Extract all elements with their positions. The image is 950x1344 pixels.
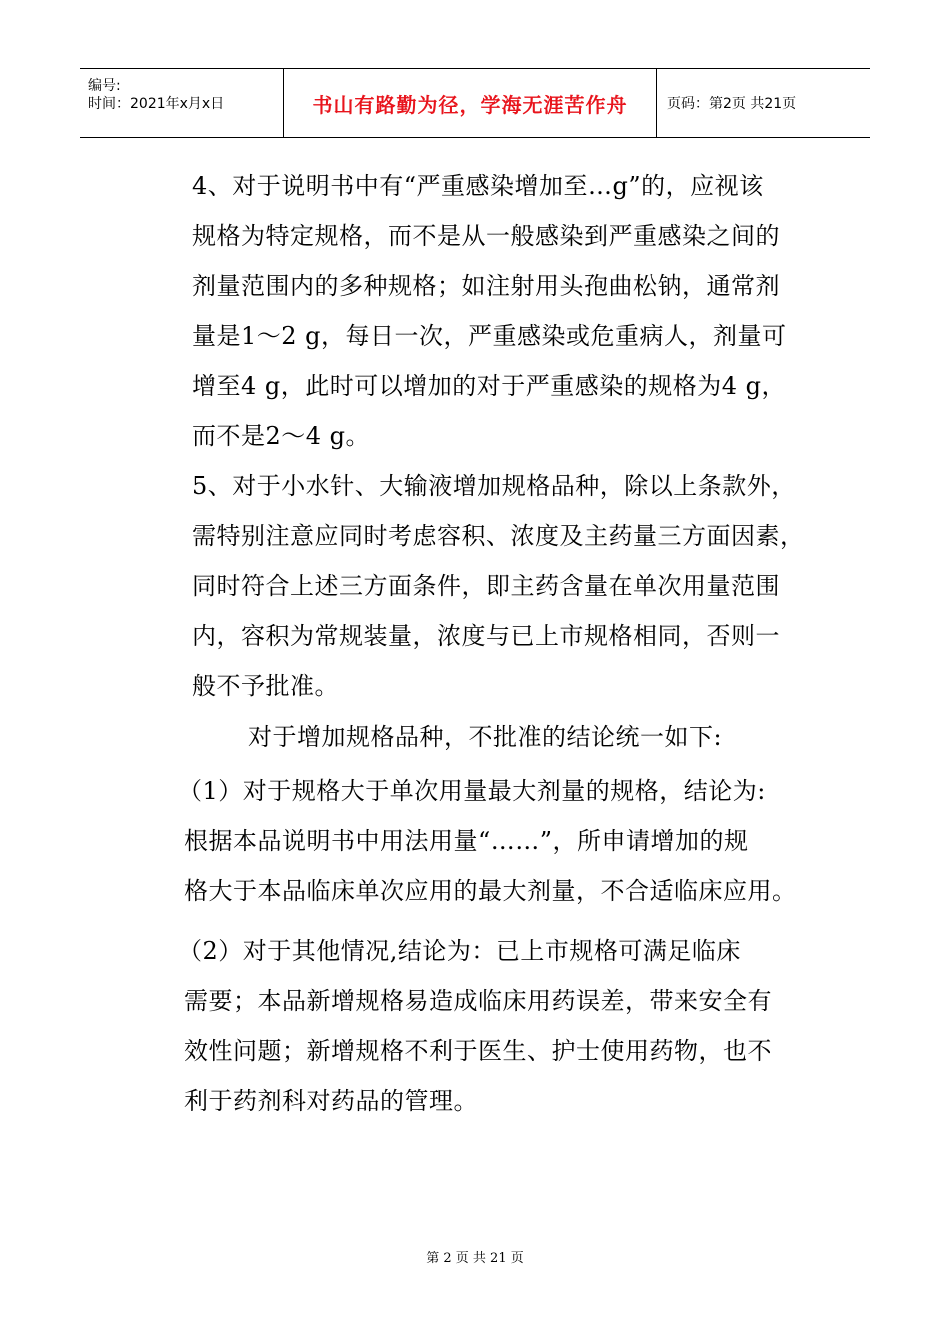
body-line: 根据本品说明书中用法用量“……”，所申请增加的规	[184, 827, 749, 855]
body-line: 对于增加规格品种，不批准的结论统一如下:	[248, 723, 723, 751]
body-line: 5、对于小水针、大输液增加规格品种，除以上条款外，	[192, 472, 796, 500]
body-line: 需特别注意应同时考虑容积、浓度及主药量三方面因素，	[192, 522, 805, 550]
body-line: 而不是2～4 g。	[192, 422, 371, 450]
body-line: 同时符合上述三方面条件，即主药含量在单次用量范围	[192, 572, 780, 600]
header-meta	[80, 69, 284, 137]
page-header	[80, 68, 870, 138]
body-line: （2）对于其他情况,结论为：已上市规格可满足临床	[178, 937, 741, 965]
body-line: 利于药剂科对药品的管理。	[184, 1087, 478, 1115]
header-motto-cell	[284, 69, 657, 137]
body-line: 4、对于说明书中有“严重感染增加至…g”的，应视该	[192, 172, 764, 200]
page-footer: 第 2 页 共 21 页	[426, 1251, 524, 1266]
body-line: 格大于本品临床单次应用的最大剂量，不合适临床应用。	[184, 877, 797, 905]
body-line: 增至4 g，此时可以增加的对于严重感染的规格为4 g，	[192, 372, 787, 400]
body-line: 量是1～2 g，每日一次，严重感染或危重病人，剂量可	[192, 322, 787, 350]
body-line: 规格为特定规格，而不是从一般感染到严重感染之间的	[192, 222, 780, 250]
header-motto: 书山有路勤为径，学海无涯苦作舟	[312, 92, 628, 117]
header-page-cell	[657, 69, 870, 137]
body-line: 效性问题；新增规格不利于医生、护士使用药物，也不	[184, 1037, 772, 1065]
body-line: 般不予批准。	[192, 672, 339, 700]
header-time-label: 时间：2021年x月x日	[88, 96, 225, 112]
body-line: （1）对于规格大于单次用量最大剂量的规格，结论为:	[178, 777, 766, 805]
body-line: 需要；本品新增规格易造成临床用药误差，带来安全有	[184, 987, 772, 1015]
header-number-label: 编号:	[88, 78, 121, 94]
body-line: 剂量范围内的多种规格；如注射用头孢曲松钠，通常剂	[192, 272, 780, 300]
body-line: 内，容积为常规装量，浓度与已上市规格相同，否则一	[192, 622, 780, 650]
header-page-info: 页码：第2页 共21页	[667, 96, 797, 112]
